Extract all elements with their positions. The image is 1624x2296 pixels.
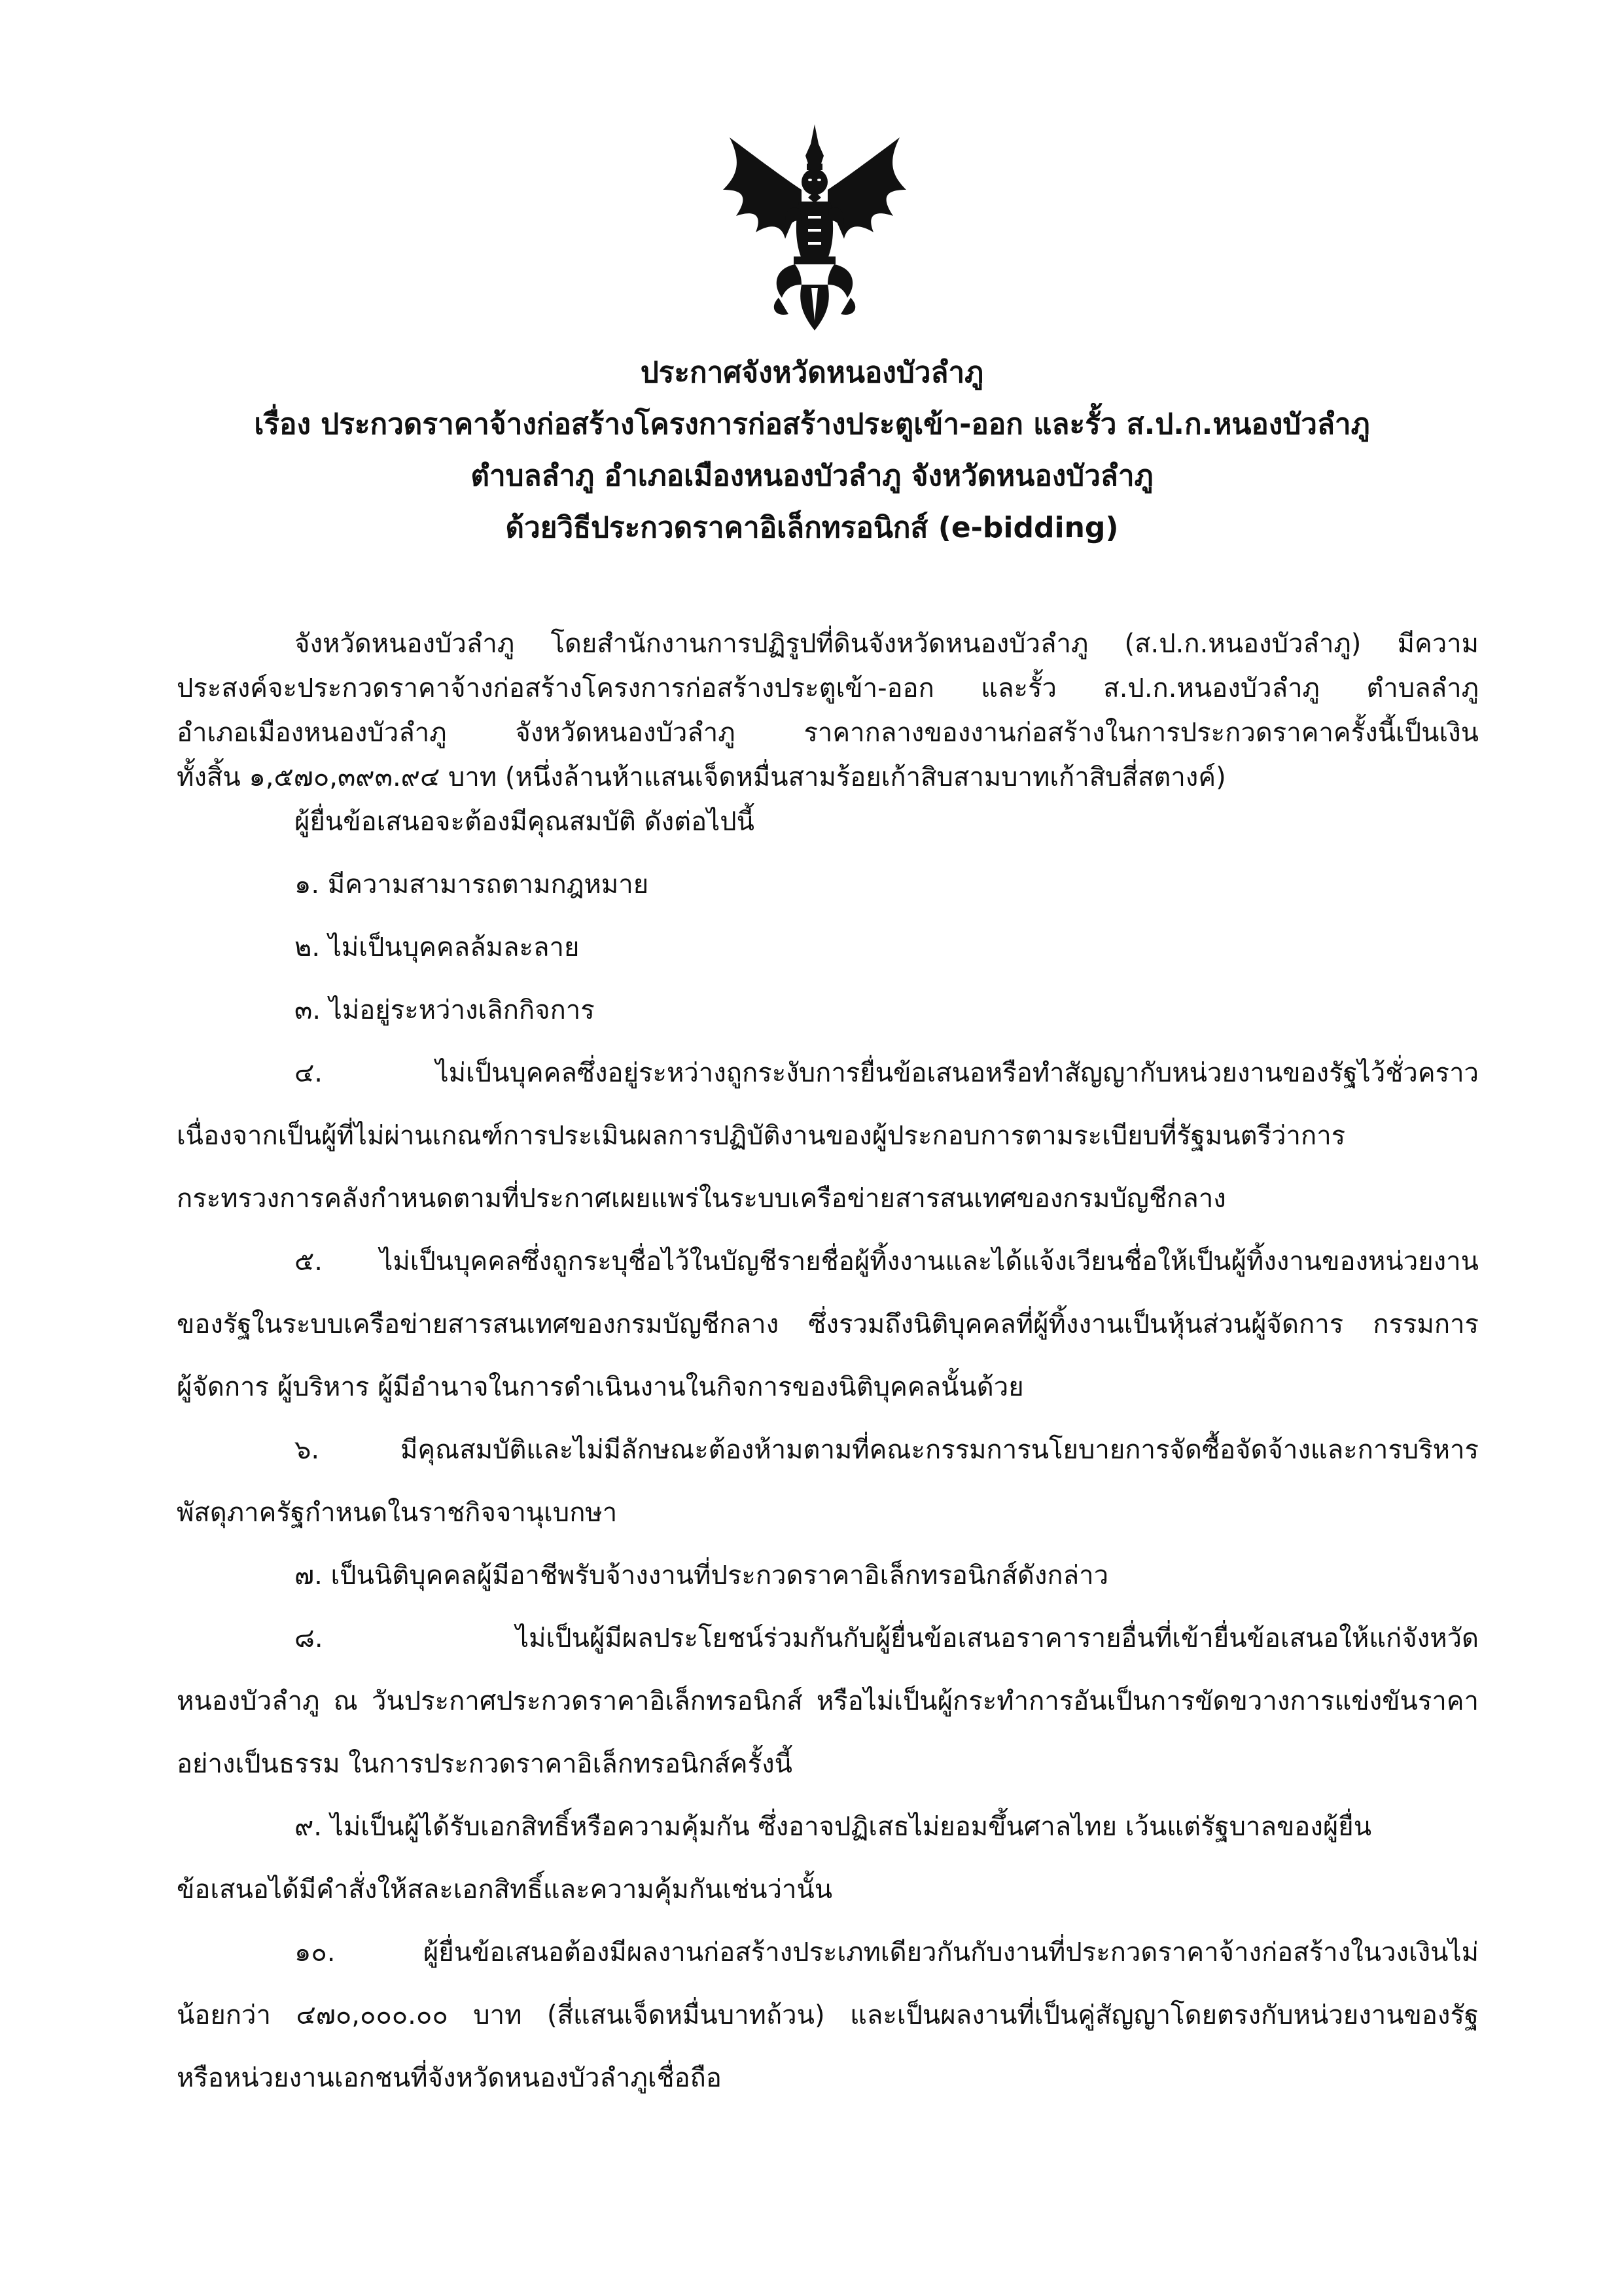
item-line: น้อยกว่า ๔๗๐,๐๐๐.๐๐ บาท (สี่แสนเจ็ดหมื่นบาทถ้วน) และเป็นผลงานที่เป็นคู่สัญญาโดยตรงกับหน่วยงานของรัฐ: [177, 2000, 1479, 2030]
item-line: ของรัฐในระบบเครือข่ายสารสนเทศของกรมบัญชีกลาง ซึ่งรวมถึงนิติบุคคลที่ผู้ทิ้งงานเป็นหุ้นส่วนผู้จัดการ กรรมการ: [177, 1309, 1479, 1339]
garuda-emblem-icon: [710, 118, 919, 334]
item-line: ๔. ไม่เป็นบุคคลซึ่งอยู่ระหว่างถูกระงับการยื่นข้อเสนอหรือทำสัญญากับหน่วยงานของรัฐไว้ชั่วคราว: [294, 1058, 1479, 1088]
announcement-title: [0, 347, 1624, 554]
qualification-item-4: [177, 1051, 1479, 1221]
intro-line: จังหวัดหนองบัวลำภู โดยสำนักงานการปฏิรูปที่ดินจังหวัดหนองบัวลำภู (ส.ป.ก.หนองบัวลำภู) มีความ: [294, 629, 1479, 659]
qualifications-heading: ผู้ยื่นข้อเสนอจะต้องมีคุณสมบัติ ดังต่อไปนี้: [294, 807, 754, 837]
item-line: ๑๐. ผู้ยื่นข้อเสนอต้องมีผลงานก่อสร้างประเภทเดียวกันกับงานที่ประกวดราคาจ้างก่อสร้างในวงเงินไม่: [294, 1937, 1479, 1968]
announcement-body: [177, 622, 1479, 2100]
intro-line: ทั้งสิ้น ๑,๕๗๐,๓๙๓.๙๔ บาท (หนึ่งล้านห้าแสนเจ็ดหมื่นสามร้อยเก้าสิบสามบาทเก้าสิบสี่สตางค์): [177, 762, 1226, 792]
title-line: ประกาศจังหวัดหนองบัวลำภู: [640, 356, 984, 389]
item-line: ๖. มีคุณสมบัติและไม่มีลักษณะต้องห้ามตามที่คณะกรรมการนโยบายการจัดซื้อจัดจ้างและการบริหาร: [294, 1435, 1479, 1465]
qualification-item-9: [177, 1805, 1479, 1912]
item-line: ข้อเสนอได้มีคำสั่งให้สละเอกสิทธิ์และความคุ้มกันเช่นว่านั้น: [177, 1875, 833, 1905]
intro-line: ประสงค์จะประกวดราคาจ้างก่อสร้างโครงการก่อสร้างประตูเข้า-ออก และรั้ว ส.ป.ก.หนองบัวลำภู ตำบลลำภู: [177, 673, 1479, 703]
item-line: เนื่องจากเป็นผู้ที่ไม่ผ่านเกณฑ์การประเมินผลการปฏิบัติงานของผู้ประกอบการตามระเบียบที่รัฐมนตรีว่าการ: [177, 1121, 1346, 1151]
item-line: พัสดุภาครัฐกำหนดในราชกิจจานุเบกษา: [177, 1498, 618, 1528]
qualification-item-5: [177, 1239, 1479, 1409]
item-line: อย่างเป็นธรรม ในการประกวดราคาอิเล็กทรอนิกส์ครั้งนี้: [177, 1749, 792, 1779]
location-line: ตำบลลำภู อำเภอเมืองหนองบัวลำภู จังหวัดหนองบัวลำภู: [470, 459, 1154, 493]
item-line: หนองบัวลำภู ณ วันประกาศประกวดราคาอิเล็กทรอนิกส์ หรือไม่เป็นผู้กระทำการอันเป็นการขัดขวางการแข่งขันราคา: [177, 1686, 1479, 1716]
subject-line: เรื่อง ประกวดราคาจ้างก่อสร้างโครงการก่อสร้างประตูเข้า-ออก และรั้ว ส.ป.ก.หนองบัวลำภู: [254, 408, 1370, 441]
item-line: ๕. ไม่เป็นบุคคลซึ่งถูกระบุชื่อไว้ในบัญชีรายชื่อผู้ทิ้งงานและได้แจ้งเวียนชื่อให้เป็นผู้ทิ้งงานของหน่วยงาน: [294, 1246, 1479, 1277]
item-line: ผู้จัดการ ผู้บริหาร ผู้มีอำนาจในการดำเนินงานในกิจการของนิติบุคคลนั้นด้วย: [177, 1372, 1024, 1402]
intro-line: อำเภอเมืองหนองบัวลำภู จังหวัดหนองบัวลำภู ราคากลางของงานก่อสร้างในการประกวดราคาครั้งนี้เป็นเงิน: [177, 718, 1479, 748]
item-line: ๙. ไม่เป็นผู้ได้รับเอกสิทธิ์หรือความคุ้มกัน ซึ่งอาจปฏิเสธไม่ยอมขึ้นศาลไทย เว้นแต่รัฐบาลของผู้ยื่น: [294, 1812, 1372, 1842]
item-line: หรือหน่วยงานเอกชนที่จังหวัดหนองบัวลำภูเชื่อถือ: [177, 2063, 722, 2093]
qualification-item-6: [177, 1428, 1479, 1535]
qualification-item-8: [177, 1616, 1479, 1786]
qualification-item-2: ๒. ไม่เป็นบุคคลล้มละลาย: [294, 932, 580, 963]
qualification-item-1: ๑. มีความสามารถตามกฎหมาย: [294, 870, 649, 900]
item-line: กระทรวงการคลังกำหนดตามที่ประกาศเผยแพร่ในระบบเครือข่ายสารสนเทศของกรมบัญชีกลาง: [177, 1184, 1226, 1214]
qualification-item-3: ๓. ไม่อยู่ระหว่างเลิกกิจการ: [294, 995, 595, 1025]
qualification-item-7: ๗. เป็นนิติบุคคลผู้มีอาชีพรับจ้างงานที่ประกวดราคาอิเล็กทรอนิกส์ดังกล่าว: [294, 1561, 1109, 1591]
qualification-item-10: [177, 1930, 1479, 2100]
method-line: ด้วยวิธีประกวดราคาอิเล็กทรอนิกส์ (e-bidding): [505, 511, 1119, 544]
item-line: ๘. ไม่เป็นผู้มีผลประโยชน์ร่วมกันกับผู้ยื่นข้อเสนอราคารายอื่นที่เข้ายื่นข้อเสนอให้แก่จังหวัด: [294, 1623, 1479, 1653]
